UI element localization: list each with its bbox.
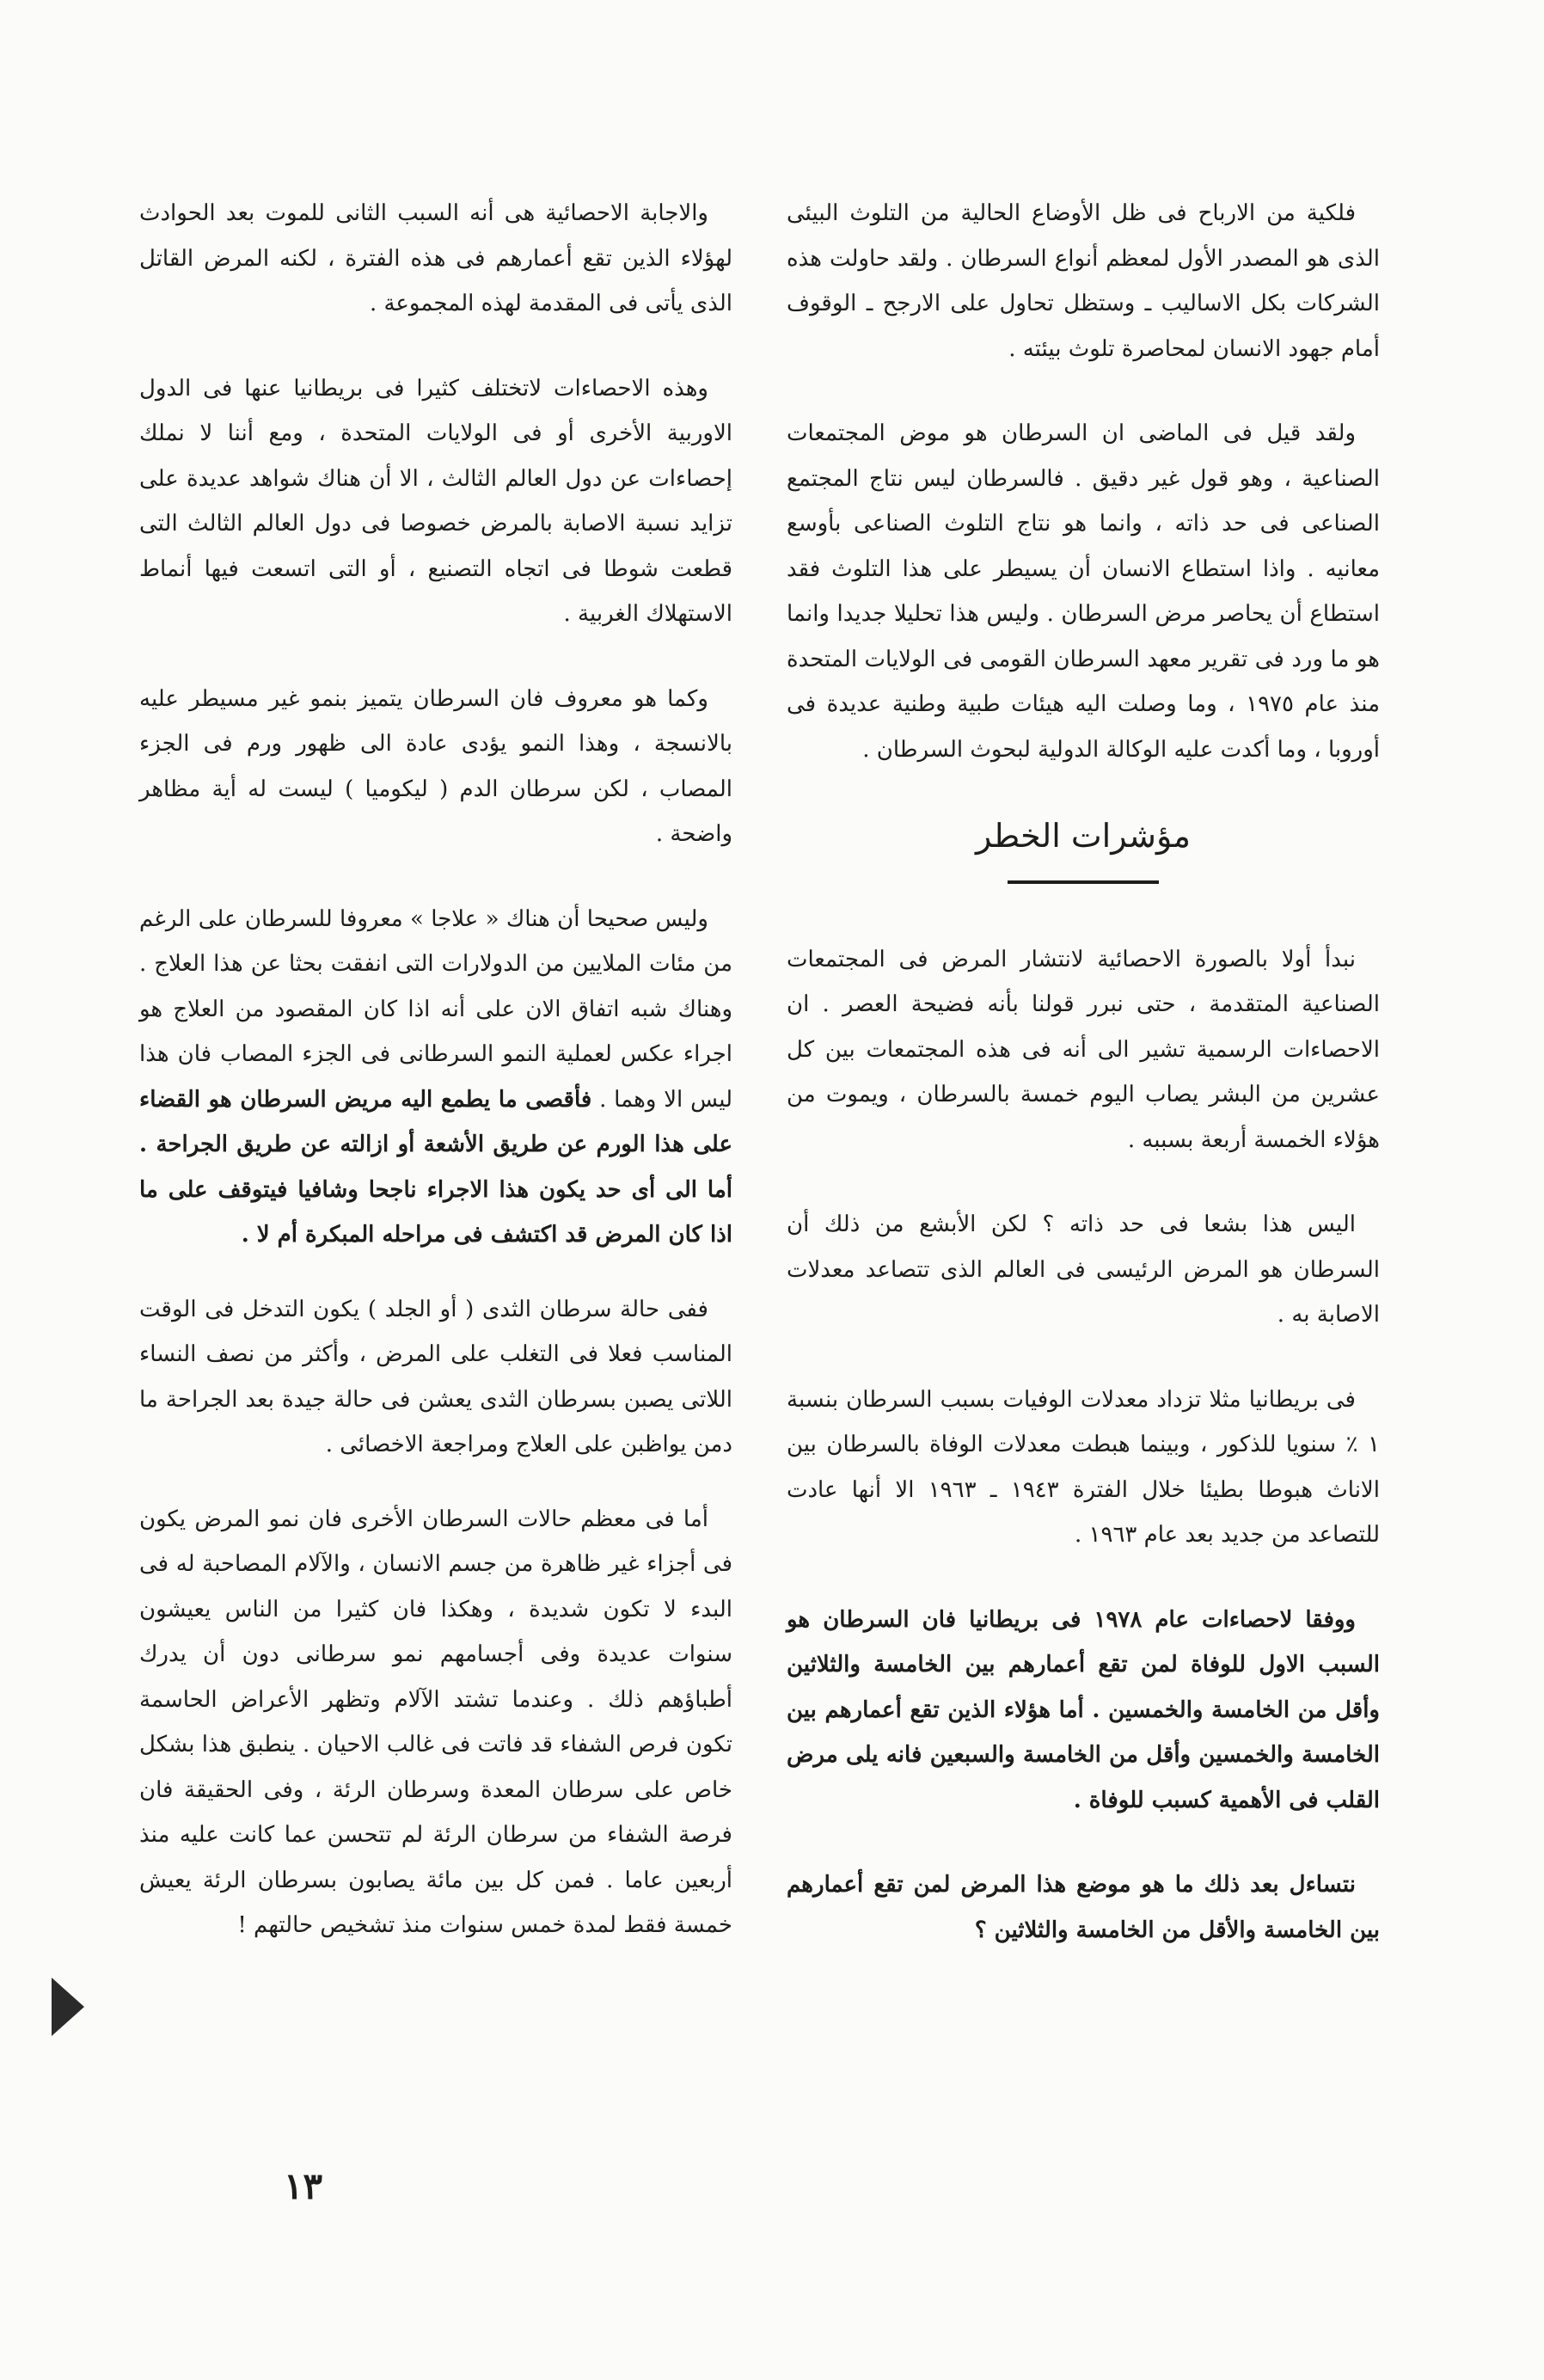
page-edge-arrow-icon bbox=[52, 1978, 84, 2036]
paragraph-breast-cancer: ففى حالة سرطان الثدى ( أو الجلد ) يكون التدخل فى الوقت المناسب فعلا فى التغلب على المرض ، وأكثر من نصف النساء اللاتى يصبن بسرطان الثدى يعشن فى حالة جيدة بعد الجراحة ما دمن يواظبن على العلاج ومراجعة الاخصائى . bbox=[139, 1296, 732, 1457]
heading-underline bbox=[1008, 880, 1159, 884]
no-cure-bold-text: فأقصى ما يطمع اليه مريض السرطان هو القضاء على هذا الورم عن طريق الأشعة أو ازالته عن طريق الجراحة . أما الى أى حد يكون هذا الاجراء ناجحا وشافيا فيتوقف على ما اذا كان المرض قد اكتشف فى مراحله المبكرة أم لا . bbox=[139, 1086, 732, 1248]
section-heading-block bbox=[787, 812, 1380, 884]
paragraph-european-statistics: وهذه الاحصاءات لاتختلف كثيرا فى بريطانيا عنها فى الدول الاوربية الأخرى أو فى الولايات المتحدة ، ومع أننا لا نملك إحصاءات عن دول العالم الثالث ، الا أن هناك شواهد عديدة على تزايد نسبة الاصابة بالمرض خصوصا فى دول العالم الثالث التى قطعت شوطا فى اتجاه التصنيع ، أو التى اتسعت فيها أنماط الاستهلاك الغربية . bbox=[139, 375, 732, 627]
paragraph-statistics-intro: نبدأ أولا بالصورة الاحصائية لانتشار المرض فى المجتمعات الصناعية المتقدمة ، حتى نبرر قولنا بأنه فضيحة العصر . ان الاحصاءات الرسمية تشير الى أنه فى هذه المجتمعات بين كل عشرين من البشر يصاب اليوم خمسة بالسرطان ، ويموت من هؤلاء الخمسة أربعة بسببه . bbox=[787, 946, 1380, 1153]
paragraph-rising-rates: اليس هذا بشعا فى حد ذاته ؟ لكن الأبشع من ذلك أن السرطان هو المرض الرئيسى فى العالم الذى تتصاعد معدلات الاصابة به . bbox=[787, 1211, 1380, 1328]
right-column bbox=[787, 191, 1380, 1992]
paragraph-question: نتساءل بعد ذلك ما هو موضع هذا المرض لمن تقع أعمارهم بين الخامسة والأقل من الخامسة والثلاثين ؟ bbox=[787, 1872, 1380, 1943]
paragraph-no-cure bbox=[139, 897, 732, 1258]
paragraph-industrial-disease: ولقد قيل فى الماضى ان السرطان هو موض المجتمعات الصناعية ، وهو قول غير دقيق . فالسرطان ليس نتاج المجتمع الصناعى فى حد ذاته ، وانما هو نتاج التلوث الصناعى بأوسع معانيه . واذا استطاع الانسان أن يسيطر على هذا التلوث فقد استطاع أن يحاصر مرض السرطان . وليس هذا تحليلا جديدا وانما هو ما ورد فى تقرير معهد السرطان القومى فى الولايات المتحدة منذ عام ١٩٧٥ ، وما وصلت اليه هيئات طبية وطنية عديدة فى أوروبا ، وما أكدت عليه الوكالة الدولية لبحوث السرطان . bbox=[787, 420, 1380, 763]
section-heading: مؤشرات الخطر bbox=[975, 817, 1191, 855]
page-number: ١٣ bbox=[284, 2165, 323, 2207]
paragraph-pollution-profits: فلكية من الارباح فى ظل الأوضاع الحالية من التلوث البيئى الذى هو المصدر الأول لمعظم أنواع السرطان . ولقد حاولت هذه الشركات بكل الاساليب ـ وستظل تحاول على الارجح ـ الوقوف أمام جهود الانسان لمحاصرة تلوث بيئته . bbox=[787, 200, 1380, 362]
paragraph-britain-rates: فى بريطانيا مثلا تزداد معدلات الوفيات بسبب السرطان بنسبة ١ ٪ سنويا للذكور ، وبينما هبطت معدلات الوفاة بالسرطان بين الاناث هبوطا بطيئا خلال الفترة ١٩٤٣ ـ ١٩٦٣ الا أنها عادت للتصاعد من جديد بعد عام ١٩٦٣ . bbox=[787, 1386, 1380, 1548]
paragraph-cancer-growth: وكما هو معروف فان السرطان يتميز بنمو غير مسيطر عليه بالانسجة ، وهذا النمو يؤدى عادة الى ظهور ورم فى الجزء المصاب ، لكن سرطان الدم ( ليكوميا ) ليست له أية مظاهر واضحة . bbox=[139, 685, 732, 847]
left-column bbox=[139, 191, 732, 1988]
no-cure-text: وليس صحيحا أن هناك « علاجا » معروفا للسرطان على الرغم من مئات الملايين من الدولارات التى انفقت بحثا عن هذا العلاج . وهناك شبه اتفاق الان على أنه اذا كان المقصود من العلاج هو اجراء عكس لعملية النمو السرطانى فى الجزء المصاب فان هذا ليس الا وهما . bbox=[139, 905, 732, 1113]
paragraph-hidden-cancers: أما فى معظم حالات السرطان الأخرى فان نمو المرض يكون فى أجزاء غير ظاهرة من جسم الانسان ، والآلام المصاحبة له فى البدء لا تكون شديدة ، وهكذا فان كثيرا من الناس يعيشون سنوات عديدة وفى أجسامهم نمو سرطانى دون أن يدرك أطباؤهم ذلك . وعندما تشتد الآلام وتظهر الأعراض الحاسمة تكون فرص الشفاء قد فاتت فى غالب الاحيان . ينطبق هذا بشكل خاص على سرطان المعدة وسرطان الرئة ، وفى الحقيقة فان فرصة الشفاء من سرطان الرئة لم تتحسن عما كانت عليه منذ أربعين عاما . فمن كل بين مائة يصابون بسرطان الرئة يعيش خمسة فقط لمدة خمس سنوات منذ تشخيص حالتهم ! bbox=[139, 1506, 732, 1938]
paragraph-statistical-answer: والاجابة الاحصائية هى أنه السبب الثانى للموت بعد الحوادث لهؤلاء الذين تقع أعمارهم فى هذه الفترة ، لكنه المرض القاتل الذى يأتى فى المقدمة لهذه المجموعة . bbox=[139, 200, 732, 316]
paragraph-britain-1978: ووفقا لاحصاءات عام ١٩٧٨ فى بريطانيا فان السرطان هو السبب الاول للوفاة لمن تقع أعمارهم بين الخامسة والثلاثين وأقل من الخامسة والخمسين . أما هؤلاء الذين تقع أعمارهم بين الخامسة والخمسين وأقل من الخامسة والسبعين فانه يلى مرض القلب فى الأهمية كسبب للوفاة . bbox=[787, 1606, 1380, 1813]
